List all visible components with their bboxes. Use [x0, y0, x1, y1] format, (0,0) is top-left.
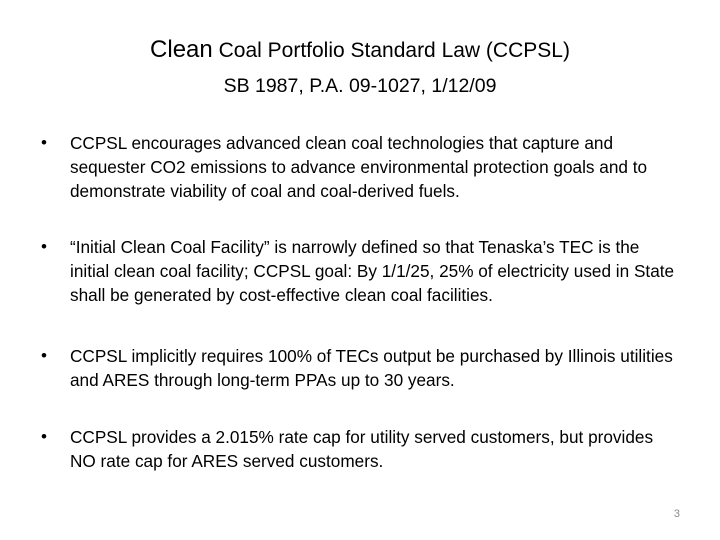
slide-title-first-word: Clean	[150, 36, 213, 63]
slide-subtitle: SB 1987, P.A. 09-1027, 1/12/09	[223, 75, 497, 97]
slide-title-rest: Coal Portfolio Standard Law (CCPSL)	[218, 39, 570, 62]
bullet-dot-icon: •	[41, 346, 47, 365]
bullet-dot-icon: •	[41, 133, 47, 152]
bullet-text: “Initial Clean Coal Facility” is narrowly defined so that Tenaska’s TEC is the initial clean coal facility; CCPSL goal: By 1/1/25, 25% of electricity used in State shall be generated by cost-effective clean coal facilities.	[70, 237, 675, 305]
bullet-dot-icon: •	[41, 427, 47, 446]
bullet-text: CCPSL provides a 2.015% rate cap for utility served customers, but provides NO rate cap for ARES served customers.	[70, 427, 654, 471]
bullet-text: CCPSL encourages advanced clean coal technologies that capture and sequester CO2 emissions to advance environmental protection goals and to demonstrate viability of coal and coal-derived fuels.	[70, 133, 648, 201]
slide-title	[0, 36, 720, 65]
page-number: 3	[673, 508, 680, 520]
bullet-text: CCPSL implicitly requires 100% of TECs output be purchased by Illinois utilities and ARES through long-term PPAs up to 30 years.	[70, 346, 673, 390]
bullet-dot-icon: •	[41, 237, 47, 256]
